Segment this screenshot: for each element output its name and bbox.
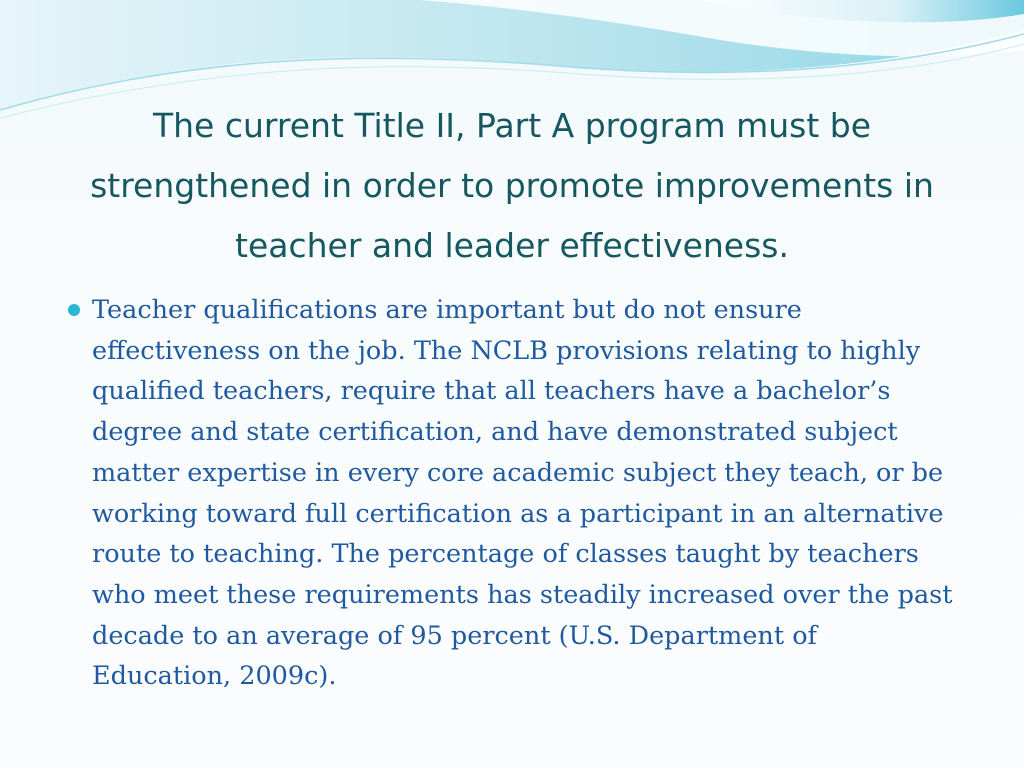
bullet-item <box>64 290 964 697</box>
slide-title: The current Title II, Part A program must be strengthened in order to promote improvements in teacher and leader effectiveness. <box>90 106 934 265</box>
bullet-dot-icon <box>68 304 80 316</box>
bullet-list <box>64 290 964 697</box>
bullet-text: Teacher qualifications are important but do not ensure effectiveness on the job. The NCLB provisions relating to highly qualified teachers, require that all teachers have a bachelor’s degree and state certification, and have demonstrated subject matter expertise in every core academic subject they teach, or be working toward full certification as a participant in an alternative route to teaching. The percentage of classes taught by teachers who meet these requirements has steadily increased over the past decade to an average of 95 percent (U.S. Department of Education, 2009c). <box>92 295 953 692</box>
